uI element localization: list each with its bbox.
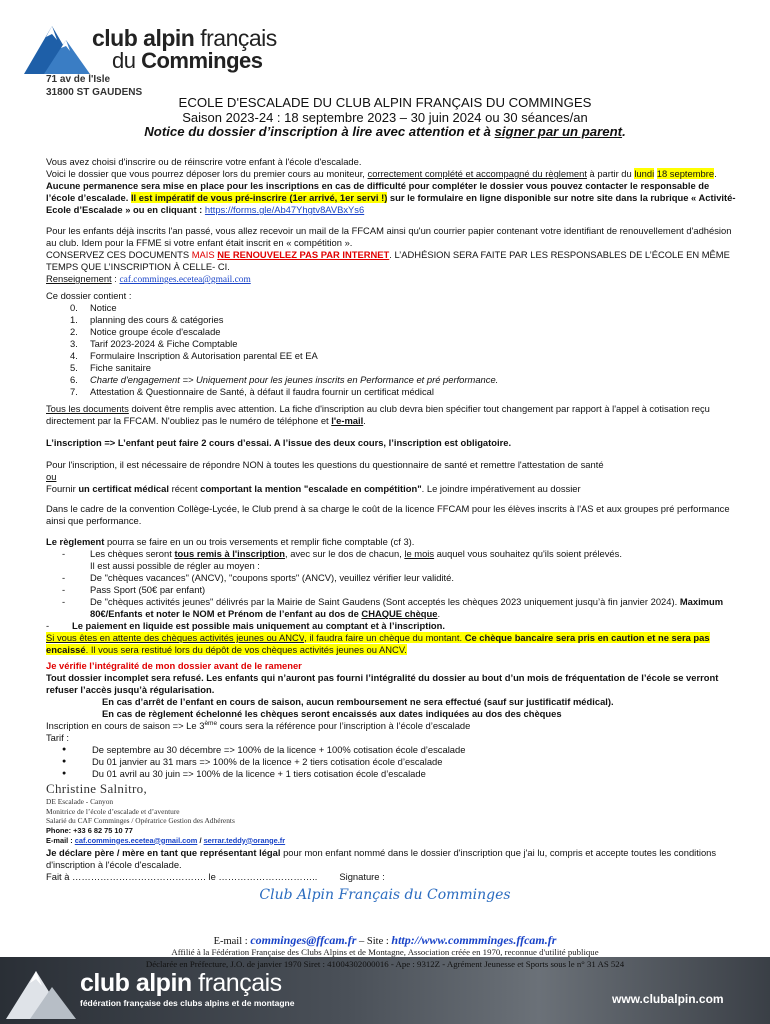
contents-item: 5. Fiche sanitaire — [70, 362, 151, 374]
verification-section: Je vérifie l’intégralité de mon dossier avant de le ramener Tout dossier incomplet sera refusé. Les enfants qui n’auront pas fourni l’intégralité du dossier au bout d’un mois de fréquentation de l’école se verront refuser l’accès jusqu’à régularisation. En cas d’arrêt de l’enfant en cours de saison, aucun remboursement ne sera effectué (sauf sur justificatif médical). En cas de règlement échelonné les chèques seront encaissés aux dates indiquées au dos des chèques Inscription en cours de saison => Le 3ème cours sera la référence pour l’inscription à l’école d’escalade Tarif : ● De septembre au 30 décembre => 100% de la licence + 100% cotisation école d’escalade ● Du 01 janvier au 31 mars => 100% de la licence + 2 tiers cotisation école d’escalade ● Du 01 avril au 30 juin => 100% de la licence + 1 tiers cotisation école d’escalade — [46, 660, 736, 780]
page-title: ECOLE D'ESCALADE DU CLUB ALPIN FRANÇAIS DU COMMINGES — [178, 95, 592, 110]
brand-line2: du Comminges — [112, 48, 263, 73]
brand-line1: club alpin français — [92, 25, 277, 51]
signatory-email2-link[interactable]: serrar.teddy@orange.fr — [203, 835, 286, 845]
footer-site-link[interactable]: http://www.commminges.ffcam.fr — [391, 933, 557, 947]
tarif-item: ● De septembre au 30 décembre => 100% de la licence + 100% cotisation école d’escalade — [62, 744, 466, 756]
tarif-item: ● Du 01 janvier au 31 mars => 100% de la licence + 2 tiers cotisation école d’escalade — [62, 756, 443, 768]
payment-section: Le règlement pourra se faire en un ou trois versements et remplir fiche comptable (cf 3). - Les chèques seront tous remis à l'inscription, avec sur le dos de chacun, le mois auquel vous souhaitez qu'ils soient prélevés. Il est aussi possible de régler au moyen : - De "chèques vacances" (ANCV), "coupons sports" (ANCV), veuillez vérifier leur validité. - Pass Sport (50€ par enfant) - De "chèques activités jeunes" délivrés par la Mairie de Saint Gaudens (Sont acceptés les chèques 2023 uniquement jusqu’à fin janvier 2024). Maximum 80€/Enfants et noter le NOM et Prénom de l’enfant au dos de CHAQUE chèque. - Le paiement en liquide est possible mais uniquement au comptant et à l’inscription. Si vous êtes en attente des chèques activités jeunes ou ANCV, il faudra faire un chèque du montant. Ce chèque bancaire sera pris en caution et ne sera pas encaissé. Il vous sera restitué lors du dépôt de vos chèques activités jeunes ou ANCV. — [46, 536, 724, 656]
parent-declaration: Je déclare père / mère en tant que représentant légal pour mon enfant nommé dans le dossier d'inscription que j'ai lu, compris et accepte toutes les conditions d'inscription à l'école d'escalade. Fait à ……………………………………. le ………………………….. Signature : — [46, 847, 717, 883]
dossier-contents: Ce dossier contient : 0. Notice 1. planning des cours & catégories 2. Notice groupe école d'escalade 3. Tarif 2023-2024 & Fiche Comptable 4. Formulaire Inscription & Autorisation parental EE et EA 5. Fiche sanitaire 6. Charte d'engagement => Uniquement pour les jeunes inscrits en Performance et pré performance. 7. Attestation & Questionnaire de Santé, à défaut il faudra fournir un certificat médical — [46, 290, 736, 398]
footer-contact: E-mail : comminges@ffcam.fr – Site : http://www.commminges.ffcam.fr — [213, 933, 557, 947]
footer-email-link[interactable]: comminges@ffcam.fr — [250, 933, 357, 947]
banner-website[interactable]: www.clubalpin.com — [612, 992, 724, 1006]
club-logo — [22, 20, 282, 80]
tarif-item: ● Du 01 avril au 30 juin => 100% de la licence + 1 tiers cotisation école d’escalade — [62, 768, 426, 780]
contents-item: 0. Notice — [70, 302, 117, 314]
contents-item: 1. planning des cours & catégories — [70, 314, 224, 326]
signatory-name: Christine Salnitro, — [46, 781, 148, 796]
club-address: 71 av de l'Isle 31800 ST GAUDENS — [46, 74, 143, 98]
info-email-link[interactable]: caf.comminges.ecetea@gmail.com — [119, 275, 251, 286]
contents-item: 7. Attestation & Questionnaire de Santé, à défaut il faudra fournir un certificat médical — [70, 386, 434, 398]
notice-subtitle: Notice du dossier d’inscription à lire avec attention et à signer par un parent. — [144, 124, 626, 139]
club-name-script: Club Alpin Français du Comminges — [259, 887, 511, 903]
season-dates: Saison 2023-24 : 18 septembre 2023 – 30 juin 2024 ou 30 séances/an — [182, 110, 588, 125]
banner-brand: club alpin français — [80, 969, 282, 997]
footer-registration: Déclarée en Préfecture, J.O. de janvier 1970 Siret : 41004302000016 - Ape : 9312Z - Agrément Jeunesse et Sports sous le n° 31 AS 524 — [145, 959, 625, 969]
signatory-details: DE Escalade - Canyon Monitrice de l’école d’escalade et d’aventure Salarié du CAF Comminges / Opératrice Gestion des Adhérents Phone: +33 6 82 75 10 77 E-mail : caf.comminges.ecetea@gmail.com / serrar.teddy@orange.fr — [46, 797, 286, 845]
banner-subtitle: fédération française des clubs alpins et de montagne — [80, 998, 295, 1008]
trial-rule: L’inscription => L’enfant peut faire 2 cours d’essai. A l’issue des deux cours, l’inscription est obligatoire. — [46, 437, 512, 448]
renewal-paragraph: Pour les enfants déjà inscrits l'an passé, vous allez recevoir un mail de la FFCAM ainsi qu'un courrier papier contenant votre identifiant de renouvellement d'adhésion au club. Idem pour la FFME si votre enfant était inscrit en « compétition ». CONSERVEZ CES DOCUMENTS MAIS NE RENOUVELEZ PAS PAR INTERNET. L’ADHÉSION SERA FAITE PAR LES RESPONSABLES DE L’ÉCOLE EN MÊME TEMPS QUE L’INSCRIPTION À CELLE- CI. Renseignement : caf.comminges.ecetea@gmail.com — [46, 225, 732, 286]
health-paragraph: Pour l'inscription, il est nécessaire de répondre NON à toutes les questions du questionnaire de santé et remettre l'attestation de santé ou Fournir un certificat médical récent comportant la mention "escalade en compétition". Le joindre impérativement au dossier — [46, 459, 604, 495]
preregistration-link[interactable]: https://forms.gle/Ab47Yhgtv8AVBxYs6 — [204, 204, 365, 216]
documents-paragraph: Tous les documents doivent être remplis avec attention. La fiche d'inscription au club devra bien spécifier tout changement par rapport à l'appel à cotisation reçu directement par la FFCAM. N'oubliez pas le numéro de téléphone et l'e-mail. — [46, 403, 710, 427]
footer-affiliation: Affilié à la Fédération Française des Clubs Alpins et de Montagne, Association créée en 1970, reconnue d'utilité publique — [171, 947, 599, 957]
contents-item: 6. Charte d'engagement => Uniquement pour les jeunes inscrits en Performance et pré performance. — [70, 374, 499, 386]
contents-item: 3. Tarif 2023-2024 & Fiche Comptable — [70, 338, 238, 350]
contents-item: 4. Formulaire Inscription & Autorisation parental EE et EA — [70, 350, 318, 362]
signatory-email-link[interactable]: caf.comminges.ecetea@gmail.com — [74, 835, 198, 845]
mountain-logo-icon — [22, 20, 94, 76]
contents-item: 2. Notice groupe école d'escalade — [70, 326, 221, 338]
convention-paragraph: Dans le cadre de la convention Collège-Lycée, le Club prend à sa charge le coût de la licence FFCAM pour les élèves inscrits à l'AS et aux groupes pré performance ainsi que performance. — [46, 503, 730, 527]
intro-paragraph: Vous avez choisi d'inscrire ou de réinscrire votre enfant à l'école d'escalade. Voici le dossier que vous pourrez déposer lors du premier cours au moniteur, correctement complété et accompagné du règlement à partir du lundi 18 septembre. Aucune permanence sera mise en place pour les inscriptions en cas de difficulté pour compléter le dossier vous pouvez contacter le responsable de l’école d’escalade. Il est impératif de vous pré-inscrire (1er arrivé, 1er servi !) sur le formulaire en ligne disponible sur notre site dans la rubrique « Activité-Ecole d’Escalade » ou en cliquant : https://forms.gle/Ab47Yhgtv8AVBxYs6 — [46, 156, 736, 216]
